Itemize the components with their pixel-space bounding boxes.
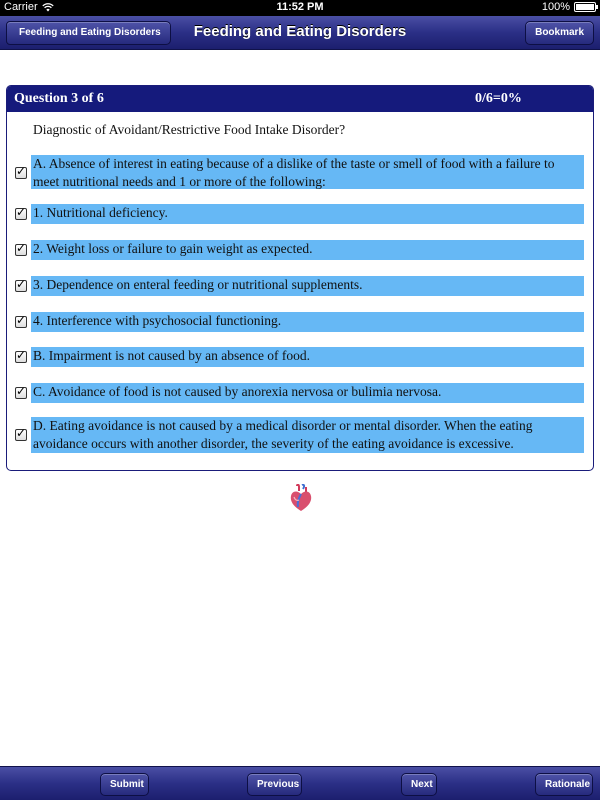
answer-checkbox[interactable] (15, 241, 27, 256)
answer-text: C. Avoidance of food is not caused by anorexia nervosa or bulimia nervosa. (31, 383, 584, 403)
answer-checkbox[interactable] (15, 277, 27, 292)
status-bar (0, 0, 600, 16)
answer-checkbox[interactable] (15, 313, 27, 328)
heart-icon (289, 484, 313, 512)
page-title: Feeding and Eating Disorders (193, 23, 407, 40)
question-panel (6, 85, 594, 471)
checkmark-icon: ✓ (16, 277, 27, 291)
nav-bar (0, 16, 600, 50)
answer-text: A. Absence of interest in eating because of a dislike of the taste or smell of food with a failure to meet nutritional needs and 1 or more of the following: (31, 155, 584, 189)
carrier-label: Carrier (4, 1, 38, 13)
bottom-toolbar (0, 766, 600, 800)
answer-text: 2. Weight loss or failure to gain weight as expected. (31, 240, 584, 260)
next-button[interactable]: Next (401, 773, 437, 796)
answer-text: 3. Dependence on enteral feeding or nutritional supplements. (31, 276, 584, 296)
back-button[interactable]: Feeding and Eating Disorders (6, 21, 171, 45)
checkmark-icon: ✓ (16, 164, 27, 178)
battery-icon (574, 2, 596, 12)
checkmark-icon: ✓ (16, 241, 27, 255)
checkmark-icon: ✓ (16, 384, 27, 398)
checkmark-icon: ✓ (16, 426, 27, 440)
battery-percent: 100% (541, 1, 570, 13)
checkmark-icon: ✓ (16, 313, 27, 327)
answer-text: 1. Nutritional deficiency. (31, 204, 584, 224)
question-text: Diagnostic of Avoidant/Restrictive Food Intake Disorder? (33, 122, 346, 137)
status-time: 11:52 PM (276, 1, 324, 13)
score-label: 0/6=0% (475, 91, 522, 106)
answer-text: D. Eating avoidance is not caused by a medical disorder or mental disorder. When the eating avoidance occurs with another disorder, the severity of the eating avoidance is excessive. (31, 417, 584, 453)
checkmark-icon: ✓ (16, 205, 27, 219)
rationale-button[interactable]: Rationale (535, 773, 593, 796)
answer-checkbox[interactable] (15, 426, 27, 441)
checkmark-icon: ✓ (16, 348, 27, 362)
question-number: Question 3 of 6 (14, 91, 104, 106)
previous-button[interactable]: Previous (247, 773, 302, 796)
battery-group (542, 1, 596, 13)
question-header (7, 86, 593, 112)
answer-checkbox[interactable] (15, 384, 27, 399)
answer-checkbox[interactable] (15, 348, 27, 363)
answer-text: 4. Interference with psychosocial functioning. (31, 312, 584, 332)
answer-checkbox[interactable] (15, 164, 27, 179)
bookmark-button[interactable]: Bookmark (525, 21, 594, 45)
answer-checkbox[interactable] (15, 205, 27, 220)
answer-text: B. Impairment is not caused by an absence of food. (31, 347, 584, 367)
submit-button[interactable]: Submit (100, 773, 149, 796)
